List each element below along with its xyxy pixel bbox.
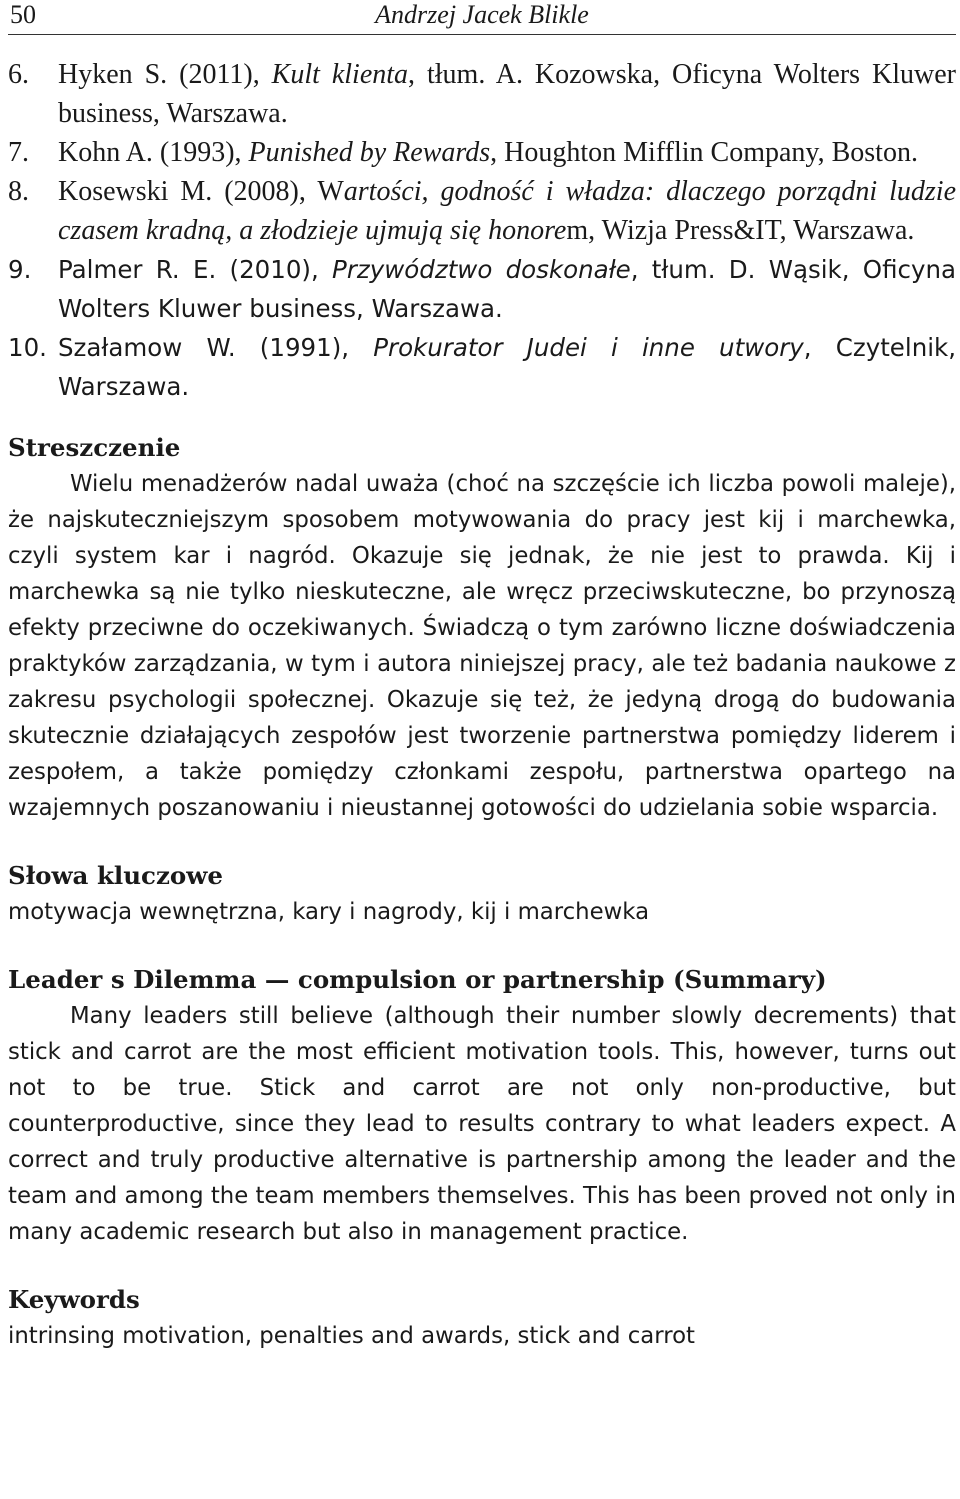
reference-title: artości, godność i władza: dlaczego porządni ludzie czasem kradną, a złodzieje ujmują się honore xyxy=(58,176,956,246)
abstract-heading: Streszczenie xyxy=(8,433,181,462)
reference-number: 9. xyxy=(8,255,32,284)
reference-publisher: m, Wizja Press&IT, Warszawa. xyxy=(566,215,915,246)
reference-author: Hyken S. (2011), xyxy=(58,59,272,90)
summary-heading: Leader s Dilemma — compulsion or partnership (Summary) xyxy=(8,965,827,994)
page-header xyxy=(8,0,956,35)
reference-title: Przywództwo doskonałe xyxy=(332,255,631,284)
reference-author: Szałamow W. (1991), xyxy=(58,333,374,362)
reference-text xyxy=(58,250,956,328)
reference-item xyxy=(8,328,956,406)
reference-title: Prokurator Judei i inne utwory xyxy=(373,333,804,362)
keywords-text: motywacja wewnętrzna, kary i nagrody, kij i marchewka xyxy=(8,899,650,925)
reference-author: Kosewski M. (2008), W xyxy=(58,176,344,207)
keywords-en-heading: Keywords xyxy=(8,1285,140,1314)
reference-title: Punished by Rewards xyxy=(248,137,491,168)
reference-number: 10. xyxy=(8,333,47,362)
reference-text xyxy=(58,172,956,250)
keywords-pl xyxy=(8,858,956,930)
page-number: 50 xyxy=(10,0,36,29)
reference-publisher: , tłum. D. Wąsik, Oficyna Wolters Kluwer business, Warszawa. xyxy=(58,255,957,323)
reference-publisher: , Houghton Mifflin Company, Boston. xyxy=(490,137,918,168)
reference-item xyxy=(8,133,956,172)
keywords-en xyxy=(8,1282,956,1354)
running-head: Andrzej Jacek Blikle xyxy=(375,0,589,29)
abstract-pl xyxy=(8,430,956,826)
reference-text xyxy=(58,55,956,133)
summary-text: Many leaders still believe (although their number slowly decrements) that stick and carrot are the most efficient motivation tools. This, however, turns out not to be true. Stick and carrot are not only non-productive, but counterproductive, since they lead to results contrary to what leaders expect. A correct and truly productive alternative is partnership among the leader and the team and among the team members themselves. This has been proved not only in many academic research but also in management practice. xyxy=(8,1003,956,1245)
reference-author: Kohn A. (1993), xyxy=(58,137,249,168)
reference-list xyxy=(8,55,956,406)
reference-text xyxy=(58,133,956,172)
reference-item xyxy=(8,55,956,133)
keywords-en-text: intrinsing motivation, penalties and awards, stick and carrot xyxy=(8,1323,696,1349)
reference-item xyxy=(8,250,956,328)
reference-author: Palmer R. E. (2010), xyxy=(58,255,333,284)
abstract-text: Wielu menadżerów nadal uważa (choć na szczęście ich liczba powoli maleje), że najskuteczniejszym sposobem motywowania do pracy jest kij i marchewka, czyli system kar i nagród. Okazuje się jednak, że nie jest to prawda. Kij i marchewka są nie tylko nieskuteczne, ale wręcz przeciwskuteczne, bo przynoszą efekty przeciwne do oczekiwanych. Świadczą o tym zarówno liczne doświadczenia praktyków zarządzania, w tym i autora niniejszej pracy, ale też badania naukowe z zakresu psychologii społecznej. Okazuje się też, że jedyną drogą do budowania skutecznie działających zespołów jest tworzenie partnerstwa pomiędzy liderem i zespołem, a także pomiędzy członkami zespołu, partnerstwa opartego na wzajemnych poszanowaniu i nieustannej gotowości do udzielania sobie wsparcia. xyxy=(8,471,956,821)
summary-en xyxy=(8,962,956,1250)
reference-item xyxy=(8,172,956,250)
reference-number: 7. xyxy=(8,137,29,168)
reference-publisher: , Czytelnik, Warszawa. xyxy=(58,333,956,401)
reference-number: 6. xyxy=(8,59,29,90)
keywords-heading: Słowa kluczowe xyxy=(8,861,223,890)
reference-text xyxy=(58,328,956,406)
reference-title: Kult klienta xyxy=(271,59,409,90)
page xyxy=(8,0,956,1354)
reference-number: 8. xyxy=(8,176,29,207)
reference-publisher: , tłum. A. Kozowska, Oficyna Wolters Kluwer business, Warszawa. xyxy=(58,59,956,129)
